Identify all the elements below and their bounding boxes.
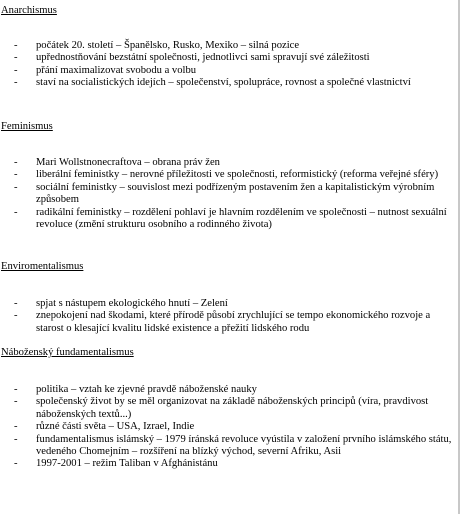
list-item: - počátek 20. století – Španělsko, Rusko, Mexiko – silná pozice — [0, 40, 458, 52]
list-item: - různé části světa – USA, Izrael, Indie — [0, 421, 458, 433]
bullet-list — [0, 40, 458, 90]
list-item: - 1997-2001 – režim Taliban v Afghánistánu — [0, 458, 458, 470]
list-item: - sociální feministky – souvislost mezi podřízeným postavením žen a kapitalistickým výrobním způsobem — [0, 182, 458, 207]
list-item: - znepokojení nad škodami, které přírodě působí zrychlující se tempo ekonomického rozvoje a starost o klesající kvalitu lidské existence a přežití lidského rodu — [0, 310, 458, 335]
section-heading: Náboženský fundamentalismus — [1, 347, 134, 358]
bullet-list — [0, 298, 458, 335]
bullet-list — [0, 157, 458, 231]
list-item: - liberální feministky – nerovné příležitosti ve společnosti, reformistický (reforma veřejné sféry) — [0, 169, 458, 181]
section-enviromentalismus — [0, 261, 458, 335]
section-anarchismus — [0, 5, 458, 90]
section-heading: Anarchismus — [1, 5, 57, 16]
list-item: - fundamentalismus islámský – 1979 íránská revoluce vyústila v založení prvního islámského státu, vedeného Chomejním – rozšíření na blízký východ, severní Afriku, Asii — [0, 434, 458, 459]
section-heading: Enviromentalismus — [1, 261, 84, 272]
page-edge-divider — [458, 0, 460, 514]
list-item: - spjat s nástupem ekologického hnutí – Zelení — [0, 298, 458, 310]
list-item: - staví na socialistických idejích – společenství, spolupráce, rovnost a společné vlastnictví — [0, 77, 458, 89]
section-nabozensky-fundamentalismus — [0, 347, 458, 471]
list-item: - Mari Wollstnonecraftova – obrana práv žen — [0, 157, 458, 169]
section-feminismus — [0, 121, 458, 231]
list-item: - společenský život by se měl organizovat na základě náboženských principů (víra, pravdivost náboženských textů...) — [0, 396, 458, 421]
list-item: - politika – vztah ke zjevné pravdě náboženské nauky — [0, 384, 458, 396]
list-item: - přání maximalizovat svobodu a volbu — [0, 65, 458, 77]
section-heading: Feminismus — [1, 121, 53, 132]
list-item: - radikální feministky – rozdělení pohlaví je hlavním rozdělením ve společnosti – nutnost sexuální revoluce (změní strukturu osobního a rodinného života) — [0, 207, 458, 232]
bullet-list — [0, 384, 458, 471]
list-item: - upřednostňování bezstátní společnosti, jednotlivci sami spravují své záležitosti — [0, 52, 458, 64]
